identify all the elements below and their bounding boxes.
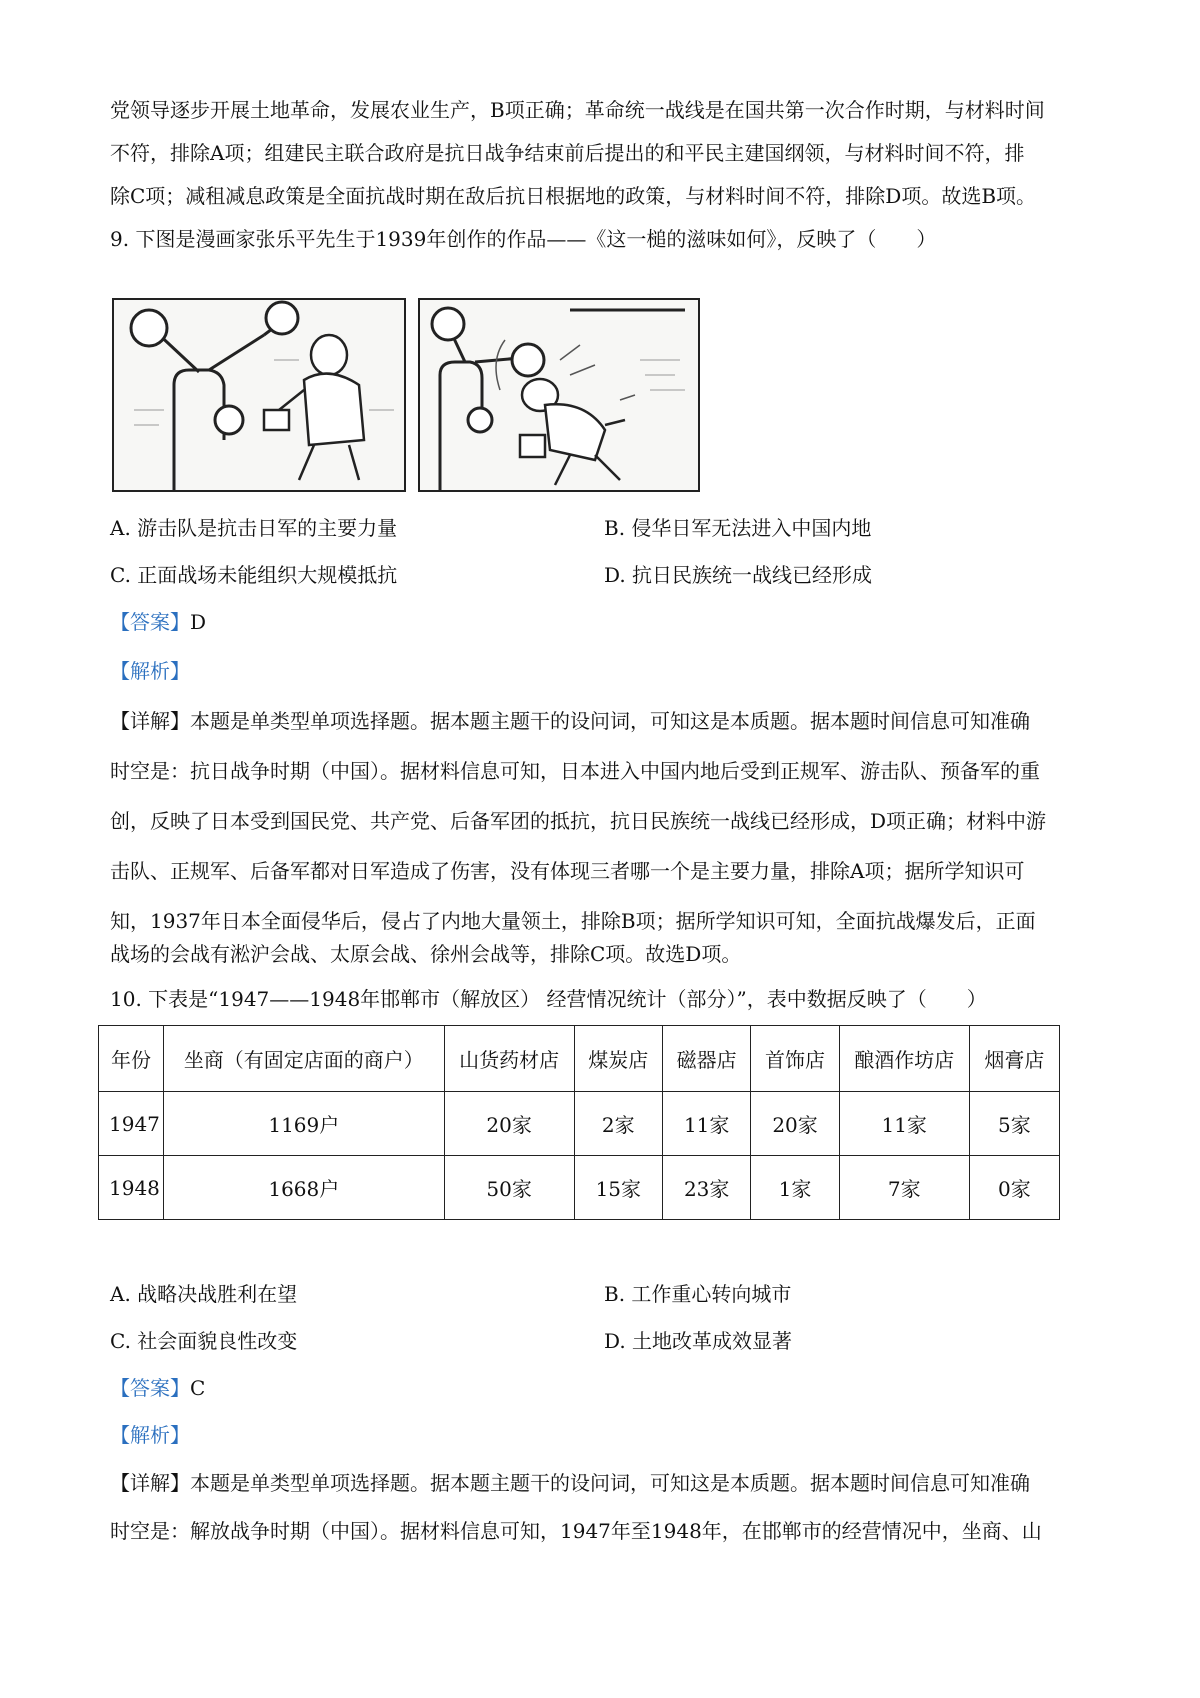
table-header-row (99, 1026, 1060, 1092)
table-header-cell: 坐商（有固定店面的商户） (163, 1026, 444, 1092)
answer-value: D (190, 610, 207, 634)
table-header-cell: 首饰店 (751, 1026, 839, 1092)
table-cell: 1家 (751, 1156, 839, 1220)
question-10-answer (110, 1374, 1100, 1402)
table-cell: 1169户 (163, 1092, 444, 1156)
question-9-detail-line: 时空是：抗日战争时期（中国）。据材料信息可知，日本进入中国内地后受到正规军、游击队、预备军的重 (110, 759, 1040, 783)
analysis-tag: 【解析】 (110, 659, 190, 683)
table-cell: 1948 (99, 1156, 164, 1220)
question-10-stem: 10. 下表是“1947——1948年邯郸市（解放区） 经营情况统计（部分）”，表中数据反映了（ ） (110, 987, 987, 1011)
question-10-detail-line: 【详解】本题是单类型单项选择题。据本题主题干的设问词，可知这是本质题。据本题时间信息可知准确 (110, 1471, 1030, 1495)
table-cell: 20家 (751, 1092, 839, 1156)
question-10-option-d[interactable]: D. 土地改革成效显著 (604, 1329, 793, 1353)
answer-tag: 【答案】 (110, 1376, 190, 1400)
question-9-option-c[interactable]: C. 正面战场未能组织大规模抵抗 (110, 563, 398, 587)
cartoon-panel-2 (418, 298, 700, 492)
question-9-option-b[interactable]: B. 侵华日军无法进入中国内地 (604, 516, 872, 540)
question-9-option-a[interactable]: A. 游击队是抗击日军的主要力量 (110, 516, 398, 540)
table-header-cell: 烟膏店 (969, 1026, 1059, 1092)
table-cell: 7家 (839, 1156, 969, 1220)
table-header-cell: 山货药材店 (444, 1026, 574, 1092)
table-cell: 11家 (839, 1092, 969, 1156)
question-9-option-d[interactable]: D. 抗日民族统一战线已经形成 (604, 563, 873, 587)
question-9-answer (110, 608, 1100, 636)
answer-tag: 【答案】 (110, 610, 190, 634)
cartoon-illustration-1 (114, 300, 404, 490)
table-header-cell: 年份 (99, 1026, 164, 1092)
question-9-detail-line: 【详解】本题是单类型单项选择题。据本题主题干的设问词，可知这是本质题。据本题时间信息可知准确 (110, 709, 1030, 733)
question-9-detail-line: 战场的会战有淞沪会战、太原会战、徐州会战等，排除C项。故选D项。 (110, 942, 742, 966)
answer-value: C (190, 1376, 206, 1400)
question-9-detail-line: 创，反映了日本受到国民党、共产党、后备军团的抵抗，抗日民族统一战线已经形成，D项正确；材料中游 (110, 809, 1047, 833)
cartoon-panel-1 (112, 298, 406, 492)
table-cell: 23家 (662, 1156, 750, 1220)
table-row (99, 1156, 1060, 1220)
table-header-cell: 酿酒作坊店 (839, 1026, 969, 1092)
question-9-analysis-tag (110, 657, 1100, 685)
table-cell: 20家 (444, 1092, 574, 1156)
table-cell: 5家 (969, 1092, 1059, 1156)
table-cell: 2家 (574, 1092, 662, 1156)
table-cell: 50家 (444, 1156, 574, 1220)
table-cell: 1668户 (163, 1156, 444, 1220)
table-row (99, 1092, 1060, 1156)
table-cell: 1947 (99, 1092, 164, 1156)
question-9-stem: 9. 下图是漫画家张乐平先生于1939年创作的作品——《这一槌的滋味如何》，反映了（ ） (110, 227, 937, 251)
table-header-cell: 磁器店 (662, 1026, 750, 1092)
table-header-cell: 煤炭店 (574, 1026, 662, 1092)
question-10-option-a[interactable]: A. 战略决战胜利在望 (110, 1282, 298, 1306)
question-10-option-c[interactable]: C. 社会面貌良性改变 (110, 1329, 298, 1353)
table-cell: 0家 (969, 1156, 1059, 1220)
paragraph-line: 不符，排除A项；组建民主联合政府是抗日战争结束前后提出的和平民主建国纲领，与材料时间不符，排 (110, 141, 1025, 165)
question-9-detail-line: 知，1937年日本全面侵华后，侵占了内地大量领土，排除B项；据所学知识可知，全面抗战爆发后，正面 (110, 909, 1036, 933)
table-cell: 11家 (662, 1092, 750, 1156)
paragraph-line: 除C项；减租减息政策是全面抗战时期在敌后抗日根据地的政策，与材料时间不符，排除D项。故选B项。 (110, 184, 1037, 208)
paragraph-line: 党领导逐步开展土地革命，发展农业生产，B项正确；革命统一战线是在国共第一次合作时期，与材料时间 (110, 98, 1045, 122)
analysis-tag: 【解析】 (110, 1423, 190, 1447)
table-cell: 15家 (574, 1156, 662, 1220)
cartoon-illustration-2 (420, 300, 698, 490)
question-10-analysis-tag (110, 1421, 1100, 1449)
statistics-table (98, 1025, 1060, 1220)
question-9-detail-line: 击队、正规军、后备军都对日军造成了伤害，没有体现三者哪一个是主要力量，排除A项；据所学知识可 (110, 859, 1025, 883)
question-10-detail-line: 时空是：解放战争时期（中国）。据材料信息可知，1947年至1948年，在邯郸市的经营情况中，坐商、山 (110, 1519, 1042, 1543)
question-10-option-b[interactable]: B. 工作重心转向城市 (604, 1282, 792, 1306)
